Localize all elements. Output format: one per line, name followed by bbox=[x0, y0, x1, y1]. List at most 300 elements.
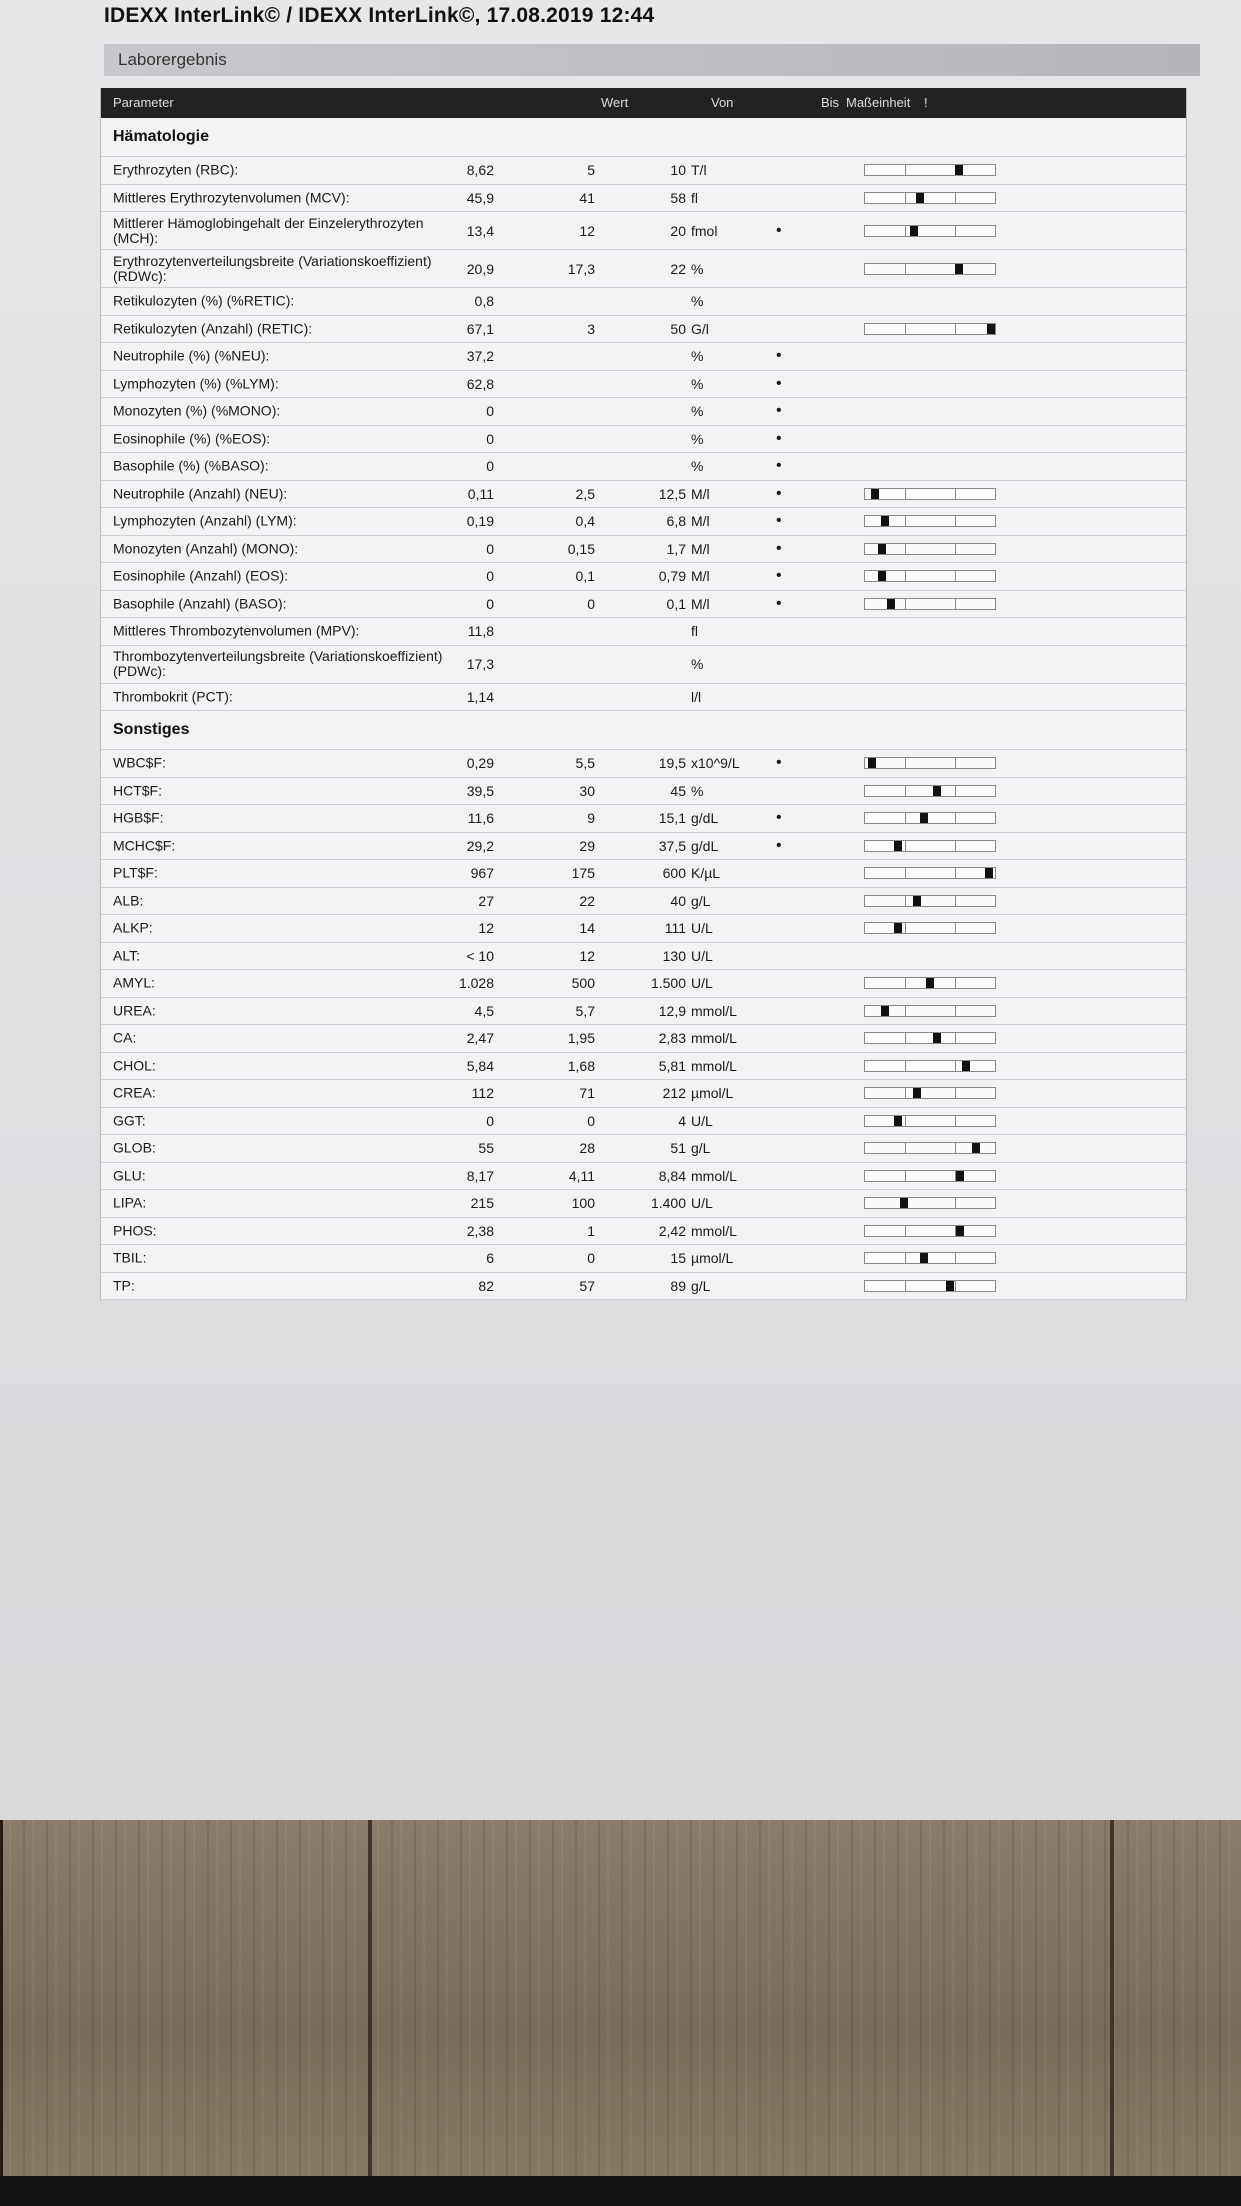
row-range-min: 1,95 bbox=[567, 1030, 595, 1047]
row-range-min: 41 bbox=[579, 189, 595, 206]
row-range-min: 0,15 bbox=[567, 540, 595, 557]
row-range-min: 0,4 bbox=[575, 513, 595, 530]
row-range-min: 29 bbox=[579, 837, 595, 854]
row-range-min: 175 bbox=[571, 865, 595, 882]
row-range-max: 130 bbox=[662, 947, 686, 964]
row-unit: M/l bbox=[691, 485, 710, 502]
row-parameter-name: GLOB: bbox=[113, 1139, 156, 1156]
gauge-marker bbox=[881, 1006, 889, 1016]
table-row bbox=[101, 316, 1186, 344]
gauge-marker bbox=[920, 813, 928, 823]
gauge-marker bbox=[900, 1198, 908, 1208]
gauge-marker bbox=[894, 923, 902, 933]
table-row bbox=[101, 970, 1186, 998]
row-range-min: 22 bbox=[579, 892, 595, 909]
row-parameter-name: Erythrozytenverteilungsbreite (Variationskoeffizient) (RDWc): bbox=[113, 252, 432, 284]
row-range-min: 3 bbox=[587, 320, 595, 337]
table-row bbox=[101, 618, 1186, 646]
gauge-marker bbox=[987, 324, 995, 334]
row-unit: % bbox=[691, 656, 704, 672]
row-range-max: 111 bbox=[664, 920, 686, 937]
row-parameter-name: CREA: bbox=[113, 1084, 156, 1101]
group-title: Hämatologie bbox=[113, 128, 210, 145]
row-parameter-name: Neutrophile (%) (%NEU): bbox=[113, 347, 270, 364]
table-row bbox=[101, 508, 1186, 536]
row-unit: M/l bbox=[691, 595, 710, 612]
row-parameter-name: GLU: bbox=[113, 1167, 146, 1184]
gauge-marker bbox=[887, 599, 895, 609]
row-value: 82 bbox=[478, 1277, 494, 1294]
row-value: 2,38 bbox=[466, 1222, 494, 1239]
table-row bbox=[101, 998, 1186, 1026]
row-parameter-name: Mittlerer Hämoglobingehalt der Einzelerythrozyten (MCH): bbox=[113, 214, 424, 246]
row-value: 37,2 bbox=[466, 348, 494, 365]
gauge-marker bbox=[956, 1226, 964, 1236]
row-unit: fmol bbox=[691, 222, 718, 239]
row-parameter-name: GGT: bbox=[113, 1112, 146, 1129]
row-range-min: 0 bbox=[587, 1250, 595, 1267]
row-range-min: 30 bbox=[579, 782, 595, 799]
range-gauge bbox=[864, 164, 996, 176]
row-unit: % bbox=[691, 403, 704, 420]
table-row bbox=[101, 343, 1186, 371]
range-gauge bbox=[864, 1225, 996, 1237]
row-parameter-name: Erythrozyten (RBC): bbox=[113, 161, 239, 178]
row-range-min: 5,7 bbox=[575, 1002, 595, 1019]
report-header-title: IDEXX InterLink© / IDEXX InterLink©, 17.08.2019 12:44 bbox=[104, 4, 655, 27]
results-table bbox=[100, 88, 1187, 1300]
row-range-max: 4 bbox=[678, 1112, 686, 1129]
row-unit: % bbox=[691, 293, 704, 310]
row-parameter-name: PLT$F: bbox=[113, 864, 158, 881]
table-row bbox=[101, 915, 1186, 943]
range-gauge bbox=[864, 192, 996, 204]
col-bis: Bis bbox=[821, 95, 840, 110]
row-value: 2,47 bbox=[466, 1030, 494, 1047]
row-range-min: 5,5 bbox=[575, 755, 595, 772]
row-value: 0,11 bbox=[467, 485, 494, 502]
table-row bbox=[101, 185, 1186, 213]
row-unit: U/L bbox=[691, 1112, 713, 1129]
row-flag: • bbox=[776, 809, 782, 827]
row-unit: µmol/L bbox=[691, 1250, 734, 1267]
table-row bbox=[101, 888, 1186, 916]
row-unit: U/L bbox=[691, 975, 713, 992]
row-value: 11,8 bbox=[467, 623, 494, 640]
row-parameter-name: TBIL: bbox=[113, 1249, 147, 1266]
gauge-marker bbox=[933, 1033, 941, 1043]
row-unit: % bbox=[691, 348, 704, 365]
row-range-max: 40 bbox=[670, 892, 686, 909]
row-parameter-name: Eosinophile (%) (%EOS): bbox=[113, 430, 271, 447]
row-unit: x10^9/L bbox=[691, 755, 740, 772]
group-title: Sonstiges bbox=[113, 721, 190, 738]
row-range-max: 22 bbox=[670, 260, 686, 277]
row-unit: M/l bbox=[691, 568, 710, 585]
row-range-min: 100 bbox=[571, 1195, 595, 1212]
row-value: 0 bbox=[486, 1112, 494, 1129]
table-row bbox=[101, 1218, 1186, 1246]
row-parameter-name: Basophile (%) (%BASO): bbox=[113, 457, 269, 474]
table-header bbox=[101, 88, 1186, 118]
row-range-max: 0,1 bbox=[666, 595, 686, 612]
table-row bbox=[101, 860, 1186, 888]
table-row bbox=[101, 563, 1186, 591]
row-parameter-name: Retikulozyten (%) (%RETIC): bbox=[113, 292, 295, 309]
row-parameter-name: MCHC$F: bbox=[113, 837, 176, 854]
row-value: 12 bbox=[478, 920, 494, 937]
row-parameter-name: Basophile (Anzahl) (BASO): bbox=[113, 595, 287, 612]
table-row bbox=[101, 833, 1186, 861]
row-unit: T/l bbox=[691, 162, 707, 179]
col-flag: ! bbox=[924, 95, 928, 110]
range-gauge bbox=[864, 867, 996, 879]
row-flag: • bbox=[776, 567, 782, 585]
row-value: 0 bbox=[486, 540, 494, 557]
row-parameter-name: WBC$F: bbox=[113, 754, 166, 771]
row-value: 62,8 bbox=[466, 375, 494, 392]
table-row bbox=[101, 481, 1186, 509]
row-unit: M/l bbox=[691, 513, 710, 530]
row-flag: • bbox=[776, 429, 782, 447]
table-row bbox=[101, 453, 1186, 481]
section-bar bbox=[104, 44, 1200, 76]
row-parameter-name: Lymphozyten (%) (%LYM): bbox=[113, 375, 279, 392]
row-parameter-name: Thrombokrit (PCT): bbox=[113, 688, 233, 705]
row-range-max: 2,83 bbox=[658, 1030, 686, 1047]
section-title: Laborergebnis bbox=[118, 50, 227, 69]
row-value: 55 bbox=[478, 1140, 494, 1157]
row-value: 0 bbox=[486, 403, 494, 420]
row-parameter-name: Thrombozytenverteilungsbreite (Variationskoeffizient) (PDWc): bbox=[113, 648, 443, 679]
row-range-max: 45 bbox=[670, 782, 686, 799]
row-unit: g/dL bbox=[691, 810, 719, 827]
row-flag: • bbox=[776, 457, 782, 475]
row-value: 6 bbox=[486, 1250, 494, 1267]
gauge-marker bbox=[955, 264, 963, 274]
row-range-max: 5,81 bbox=[658, 1057, 686, 1074]
row-value: 29,2 bbox=[466, 837, 494, 854]
table-row bbox=[101, 684, 1186, 712]
row-unit: % bbox=[691, 375, 704, 392]
row-range-min: 0,1 bbox=[575, 568, 595, 585]
row-parameter-name: Eosinophile (Anzahl) (EOS): bbox=[113, 567, 289, 584]
row-range-max: 12,5 bbox=[658, 485, 686, 502]
row-unit: % bbox=[691, 458, 704, 475]
gauge-marker bbox=[894, 1116, 902, 1126]
row-range-min: 12 bbox=[579, 947, 595, 964]
table-row bbox=[101, 1080, 1186, 1108]
table-row bbox=[101, 250, 1186, 288]
row-parameter-name: Monozyten (Anzahl) (MONO): bbox=[113, 540, 299, 557]
row-range-max: 50 bbox=[670, 320, 686, 337]
group-header bbox=[101, 118, 1186, 157]
group-header bbox=[101, 711, 1186, 750]
table-row bbox=[101, 157, 1186, 185]
table-row bbox=[101, 1025, 1186, 1053]
range-gauge bbox=[864, 543, 996, 555]
row-parameter-name: HCT$F: bbox=[113, 782, 162, 799]
row-flag: • bbox=[776, 402, 782, 420]
table-row bbox=[101, 646, 1186, 684]
table-row bbox=[101, 591, 1186, 619]
table-row bbox=[101, 750, 1186, 778]
gauge-marker bbox=[955, 165, 963, 175]
gauge-marker bbox=[933, 786, 941, 796]
row-range-max: 20 bbox=[670, 222, 686, 239]
row-parameter-name: Neutrophile (Anzahl) (NEU): bbox=[113, 485, 288, 502]
row-flag: • bbox=[776, 594, 782, 612]
table-row bbox=[101, 1108, 1186, 1136]
row-parameter-name: CHOL: bbox=[113, 1057, 156, 1074]
row-unit: mmol/L bbox=[691, 1002, 737, 1019]
row-range-max: 10 bbox=[670, 162, 686, 179]
row-range-max: 89 bbox=[670, 1277, 686, 1294]
row-range-max: 15 bbox=[670, 1250, 686, 1267]
col-parameter: Parameter bbox=[113, 95, 174, 110]
row-unit: K/µL bbox=[691, 865, 721, 882]
row-unit: U/L bbox=[691, 947, 713, 964]
range-gauge bbox=[864, 1280, 996, 1292]
row-range-max: 600 bbox=[662, 865, 686, 882]
row-flag: • bbox=[776, 539, 782, 557]
row-value: 0,8 bbox=[474, 293, 494, 310]
row-range-min: 17,3 bbox=[567, 260, 595, 277]
gauge-marker bbox=[946, 1281, 954, 1291]
gauge-marker bbox=[910, 226, 918, 236]
gauge-marker bbox=[878, 544, 886, 554]
row-unit: % bbox=[691, 260, 704, 277]
range-gauge bbox=[864, 570, 996, 582]
wooden-floor-background bbox=[0, 1820, 1241, 2206]
row-unit: fl bbox=[691, 623, 698, 640]
row-range-max: 12,9 bbox=[658, 1002, 686, 1019]
gauge-marker bbox=[972, 1143, 980, 1153]
gauge-marker bbox=[926, 978, 934, 988]
row-parameter-name: Lymphozyten (Anzahl) (LYM): bbox=[113, 512, 297, 529]
row-value: 8,17 bbox=[466, 1167, 494, 1184]
table-row bbox=[101, 1190, 1186, 1218]
row-value: 4,5 bbox=[474, 1002, 494, 1019]
row-range-max: 6,8 bbox=[666, 513, 686, 530]
row-value: 1.028 bbox=[458, 975, 494, 992]
row-unit: fl bbox=[691, 189, 698, 206]
row-range-min: 500 bbox=[571, 975, 595, 992]
row-range-max: 1.500 bbox=[650, 975, 686, 992]
row-value: 0 bbox=[486, 568, 494, 585]
row-range-max: 51 bbox=[670, 1140, 686, 1157]
row-parameter-name: ALT: bbox=[113, 947, 140, 964]
row-parameter-name: LIPA: bbox=[113, 1194, 147, 1211]
table-row bbox=[101, 1245, 1186, 1273]
range-gauge bbox=[864, 1060, 996, 1072]
table-row bbox=[101, 398, 1186, 426]
row-range-min: 28 bbox=[579, 1140, 595, 1157]
row-value: 8,62 bbox=[466, 162, 494, 179]
row-range-min: 1 bbox=[587, 1222, 595, 1239]
row-parameter-name: ALB: bbox=[113, 892, 144, 909]
row-parameter-name: ALKP: bbox=[113, 919, 153, 936]
gauge-marker bbox=[913, 896, 921, 906]
row-range-max: 19,5 bbox=[658, 755, 686, 772]
row-flag: • bbox=[776, 484, 782, 502]
row-range-min: 1,68 bbox=[567, 1057, 595, 1074]
table-row bbox=[101, 943, 1186, 971]
gauge-marker bbox=[985, 868, 993, 878]
row-range-max: 1.400 bbox=[650, 1195, 686, 1212]
range-gauge bbox=[864, 515, 996, 527]
row-value: 967 bbox=[470, 865, 494, 882]
range-gauge bbox=[864, 812, 996, 824]
row-range-min: 4,11 bbox=[568, 1167, 595, 1184]
gauge-marker bbox=[920, 1253, 928, 1263]
row-range-min: 14 bbox=[579, 920, 595, 937]
row-value: 0,19 bbox=[466, 513, 494, 530]
range-gauge bbox=[864, 757, 996, 769]
row-flag: • bbox=[776, 836, 782, 854]
row-parameter-name: AMYL: bbox=[113, 974, 156, 991]
row-unit: l/l bbox=[691, 688, 702, 705]
row-value: 27 bbox=[478, 892, 494, 909]
row-unit: mmol/L bbox=[691, 1222, 737, 1239]
row-range-max: 0,79 bbox=[658, 568, 686, 585]
range-gauge bbox=[864, 1005, 996, 1017]
row-unit: µmol/L bbox=[691, 1085, 734, 1102]
row-value: 0 bbox=[486, 458, 494, 475]
gauge-marker bbox=[868, 758, 876, 768]
row-value: < 10 bbox=[466, 947, 494, 964]
row-parameter-name: Monozyten (%) (%MONO): bbox=[113, 402, 281, 419]
gauge-marker bbox=[913, 1088, 921, 1098]
gauge-marker bbox=[871, 489, 879, 499]
range-gauge bbox=[864, 598, 996, 610]
range-gauge bbox=[864, 225, 996, 237]
range-gauge bbox=[864, 1170, 996, 1182]
range-gauge bbox=[864, 488, 996, 500]
row-value: 67,1 bbox=[466, 320, 494, 337]
table-row bbox=[101, 536, 1186, 564]
table-row bbox=[101, 778, 1186, 806]
row-unit: U/L bbox=[691, 1195, 713, 1212]
table-row bbox=[101, 1273, 1186, 1301]
row-unit: % bbox=[691, 430, 704, 447]
gauge-marker bbox=[894, 841, 902, 851]
row-unit: g/L bbox=[691, 892, 711, 909]
row-value: 13,4 bbox=[466, 222, 494, 239]
row-unit: U/L bbox=[691, 920, 713, 937]
table-row bbox=[101, 426, 1186, 454]
range-gauge bbox=[864, 1197, 996, 1209]
col-unit: Maßeinheit bbox=[846, 95, 911, 110]
row-range-min: 12 bbox=[579, 222, 595, 239]
col-wert: Wert bbox=[601, 95, 629, 110]
gauge-marker bbox=[962, 1061, 970, 1071]
range-gauge bbox=[864, 263, 996, 275]
table-row bbox=[101, 371, 1186, 399]
row-value: 20,9 bbox=[466, 260, 494, 277]
row-unit: g/dL bbox=[691, 837, 719, 854]
row-unit: % bbox=[691, 782, 704, 799]
row-unit: G/l bbox=[691, 320, 709, 337]
row-value: 0 bbox=[486, 595, 494, 612]
table-row bbox=[101, 1163, 1186, 1191]
gauge-marker bbox=[916, 193, 924, 203]
row-unit: M/l bbox=[691, 540, 710, 557]
row-range-min: 5 bbox=[587, 162, 595, 179]
row-range-min: 0 bbox=[587, 1112, 595, 1129]
row-value: 215 bbox=[470, 1195, 494, 1212]
row-value: 45,9 bbox=[466, 189, 494, 206]
row-flag: • bbox=[776, 754, 782, 772]
range-gauge bbox=[864, 922, 996, 934]
row-range-max: 2,42 bbox=[658, 1222, 686, 1239]
row-range-max: 37,5 bbox=[658, 837, 686, 854]
row-range-min: 57 bbox=[579, 1277, 595, 1294]
row-value: 5,84 bbox=[466, 1057, 494, 1074]
range-gauge bbox=[864, 323, 996, 335]
row-range-max: 58 bbox=[670, 189, 686, 206]
row-value: 112 bbox=[471, 1085, 494, 1102]
row-range-max: 212 bbox=[662, 1085, 686, 1102]
row-range-min: 0 bbox=[587, 595, 595, 612]
range-gauge bbox=[864, 785, 996, 797]
row-range-max: 8,84 bbox=[658, 1167, 686, 1184]
table-row bbox=[101, 1053, 1186, 1081]
row-parameter-name: Mittleres Erythrozytenvolumen (MCV): bbox=[113, 189, 350, 206]
gauge-marker bbox=[878, 571, 886, 581]
row-unit: mmol/L bbox=[691, 1030, 737, 1047]
row-parameter-name: Retikulozyten (Anzahl) (RETIC): bbox=[113, 320, 313, 337]
row-range-max: 15,1 bbox=[658, 810, 686, 827]
table-row bbox=[101, 212, 1186, 250]
row-range-min: 9 bbox=[587, 810, 595, 827]
row-unit: mmol/L bbox=[691, 1057, 737, 1074]
range-gauge bbox=[864, 977, 996, 989]
row-parameter-name: PHOS: bbox=[113, 1222, 157, 1239]
gauge-marker bbox=[881, 516, 889, 526]
row-parameter-name: HGB$F: bbox=[113, 809, 164, 826]
row-flag: • bbox=[776, 374, 782, 392]
row-range-min: 71 bbox=[579, 1085, 595, 1102]
range-gauge bbox=[864, 1142, 996, 1154]
row-unit: mmol/L bbox=[691, 1167, 737, 1184]
row-unit: g/L bbox=[691, 1277, 711, 1294]
row-value: 11,6 bbox=[467, 810, 494, 827]
col-von: Von bbox=[711, 95, 734, 110]
row-range-max: 1,7 bbox=[666, 540, 686, 557]
range-gauge bbox=[864, 1032, 996, 1044]
table-row bbox=[101, 805, 1186, 833]
range-gauge bbox=[864, 1087, 996, 1099]
range-gauge bbox=[864, 1115, 996, 1127]
range-gauge bbox=[864, 1252, 996, 1264]
row-value: 39,5 bbox=[466, 782, 494, 799]
row-parameter-name: CA: bbox=[113, 1029, 137, 1046]
row-parameter-name: TP: bbox=[113, 1277, 135, 1294]
table-row bbox=[101, 1135, 1186, 1163]
row-value: 17,3 bbox=[466, 656, 494, 672]
row-range-min: 2,5 bbox=[575, 485, 595, 502]
row-value: 0 bbox=[486, 430, 494, 447]
range-gauge bbox=[864, 895, 996, 907]
gauge-marker bbox=[956, 1171, 964, 1181]
row-flag: • bbox=[776, 512, 782, 530]
row-value: 0,29 bbox=[466, 755, 494, 772]
row-unit: g/L bbox=[691, 1140, 711, 1157]
table-row bbox=[101, 288, 1186, 316]
row-flag: • bbox=[776, 347, 782, 365]
range-gauge bbox=[864, 840, 996, 852]
